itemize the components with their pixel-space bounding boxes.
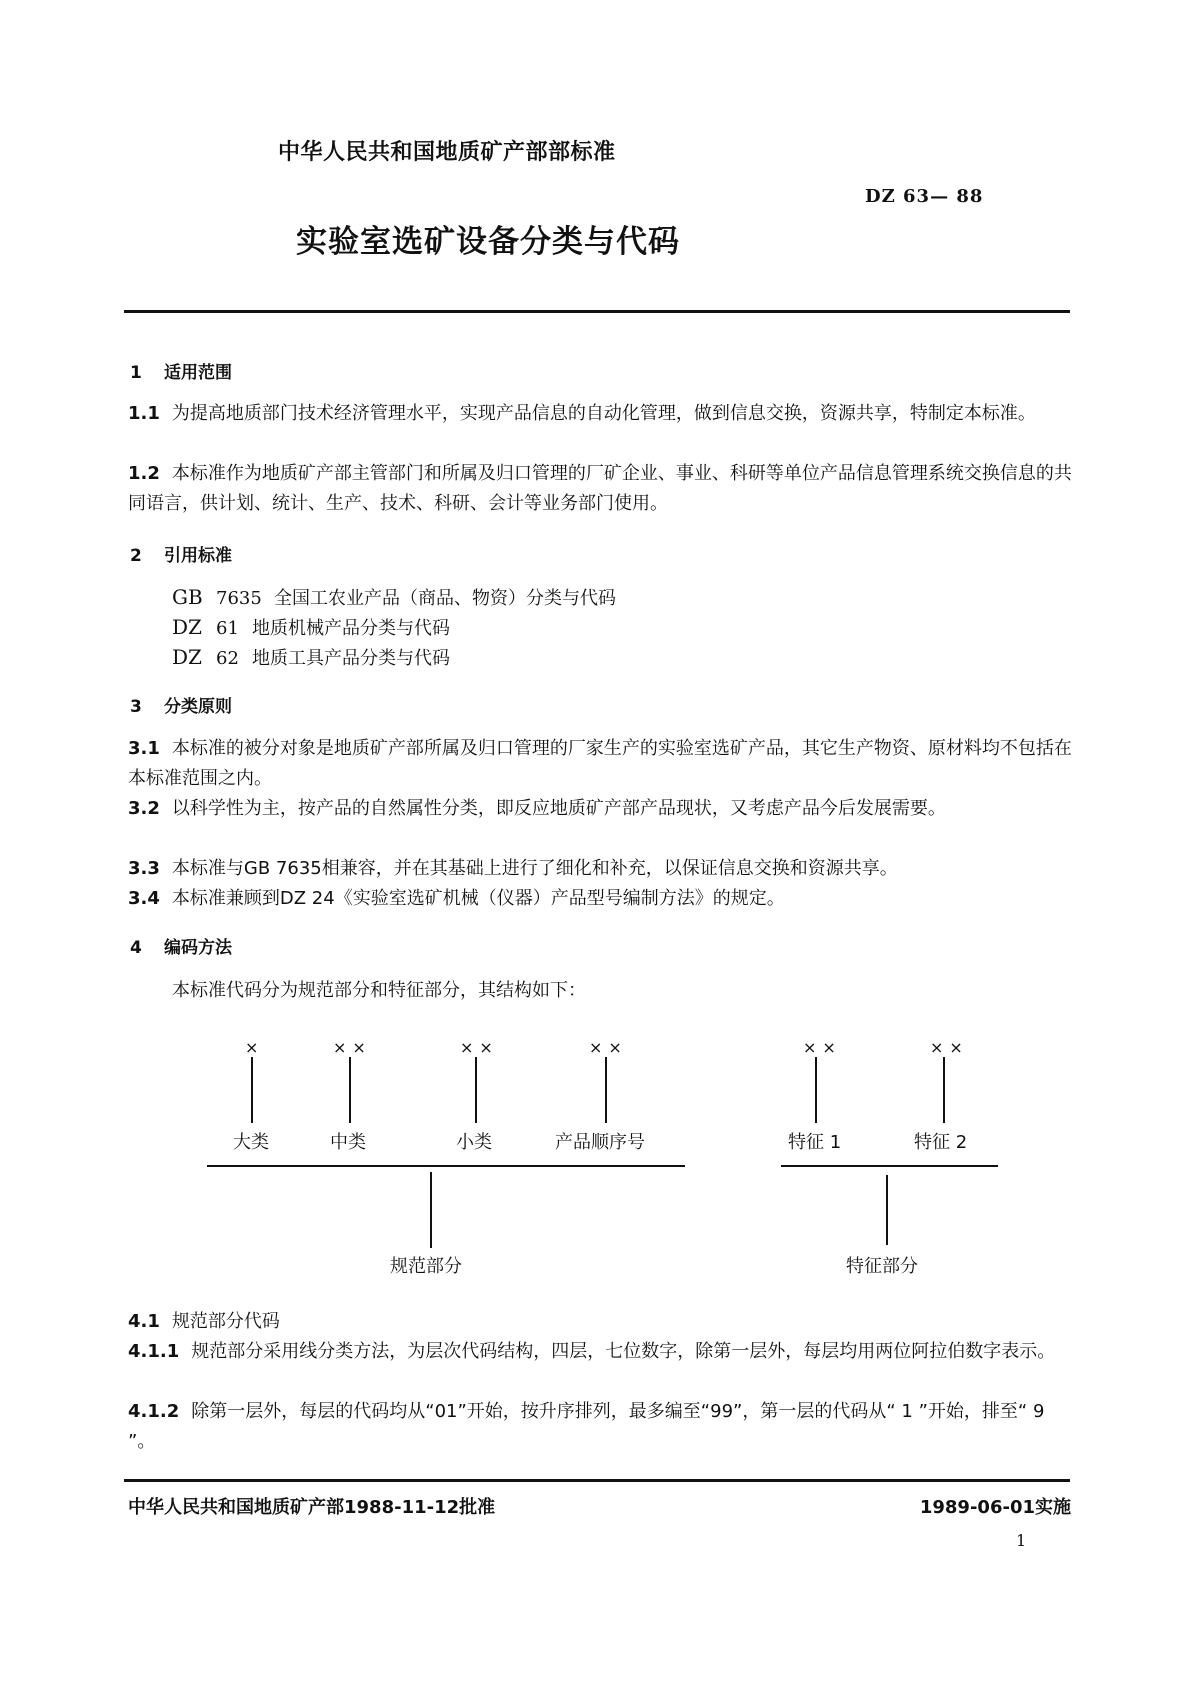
footer-rule — [124, 1479, 1070, 1482]
clause-number: 1.2 — [128, 463, 160, 484]
field-label: 特征 1 — [788, 1132, 842, 1153]
ref-code: DZ — [172, 615, 202, 639]
header-rule — [124, 310, 1070, 313]
field-marks: × — [245, 1038, 265, 1057]
clause-text: 为提高地质部门技术经济管理水平，实现产品信息的自动化管理，做到信息交换，资源共享，特制定本标准。 — [171, 403, 1036, 424]
clause-text: 本标准兼顾到DZ 24《实验室选矿机械（仪器）产品型号编制方法》的规定。 — [171, 888, 785, 909]
clause-text: 本标准的被分对象是地质矿产部所属及归口管理的厂家生产的实验室选矿产品，其它生产物资、原材料均不包括在本标准范围之内。 — [128, 738, 1072, 789]
section-3-heading — [130, 692, 232, 717]
normative-group-label: 规范部分 — [390, 1256, 462, 1277]
clause-3-2 — [128, 794, 1073, 824]
normative-bracket-line — [207, 1165, 685, 1167]
section-1-heading — [130, 358, 232, 383]
ref-title: 全国工农业产品（商品、物资）分类与代码 — [274, 588, 616, 609]
feature-group-label: 特征部分 — [846, 1256, 918, 1277]
field-label: 中类 — [330, 1132, 366, 1153]
field-label: 大类 — [233, 1132, 269, 1153]
section-title: 适用范围 — [164, 363, 232, 383]
clause-text: 除第一层外，每层的代码均从“01”开始，按升序排列，最多编至“99”，第一层的代码从“ 1 ”开始，排至“ 9 ”。 — [128, 1401, 1045, 1452]
clause-text: 本标准与GB 7635相兼容，并在其基础上进行了细化和补充，以保证信息交换和资源共享。 — [171, 858, 898, 879]
field-marks: ×× — [333, 1038, 372, 1057]
section-4-heading — [130, 933, 232, 958]
subsection-4-1-heading — [128, 1307, 280, 1337]
field-connector — [943, 1057, 945, 1123]
effective-date: 1989-06-01实施 — [919, 1497, 1071, 1518]
issuing-agency: 中华人民共和国地质矿产部部标准 — [278, 140, 616, 165]
feature-group-connector — [886, 1175, 888, 1245]
field-label: 小类 — [456, 1132, 492, 1153]
clause-number: 3.3 — [128, 858, 160, 879]
ref-title: 地质机械产品分类与代码 — [252, 618, 450, 639]
field-marks: ×× — [803, 1038, 842, 1057]
clause-3-4 — [128, 884, 1073, 914]
field-connector — [251, 1057, 253, 1123]
clause-number: 4.1.1 — [128, 1341, 180, 1362]
clause-text: 以科学性为主，按产品的自然属性分类，即反应地质矿产部产品现状，又考虑产品今后发展需要。 — [171, 798, 946, 819]
section-number: 1 — [130, 363, 142, 383]
field-connector — [349, 1057, 351, 1123]
field-label: 特征 2 — [914, 1132, 968, 1153]
clause-number: 3.1 — [128, 738, 160, 759]
subsection-number: 4.1 — [128, 1311, 160, 1332]
document-title: 实验室选矿设备分类与代码 — [296, 224, 680, 260]
clause-text: 规范部分采用线分类方法，为层次代码结构，四层，七位数字，除第一层外，每层均用两位阿拉伯数字表示。 — [191, 1341, 1056, 1362]
section-number: 4 — [130, 938, 142, 958]
section-number: 2 — [130, 546, 142, 566]
clause-number: 3.4 — [128, 888, 160, 909]
page-number: 1 — [1016, 1531, 1027, 1550]
reference-gb-7635 — [172, 584, 616, 610]
section-4-intro: 本标准代码分为规范部分和特征部分，其结构如下： — [172, 980, 586, 1001]
clause-1-1 — [128, 399, 1073, 429]
field-marks: ×× — [460, 1038, 499, 1057]
clause-3-3 — [128, 854, 1073, 884]
reference-dz-61 — [172, 614, 450, 640]
clause-text: 本标准作为地质矿产部主管部门和所属及归口管理的厂矿企业、事业、科研等单位产品信息管理系统交换信息的共同语言，供计划、统计、生产、技术、科研、会计等业务部门使用。 — [128, 463, 1072, 514]
section-title: 编码方法 — [164, 938, 232, 958]
ref-number: 61 — [216, 618, 239, 639]
ref-code: DZ — [172, 645, 202, 669]
ref-number: 7635 — [216, 588, 262, 609]
clause-number: 3.2 — [128, 798, 160, 819]
section-2-heading — [130, 541, 232, 566]
clause-number: 1.1 — [128, 403, 160, 424]
clause-4-1-1 — [128, 1337, 1073, 1367]
clause-1-2 — [128, 459, 1073, 519]
clause-4-1-2 — [128, 1397, 1073, 1457]
field-connector — [815, 1057, 817, 1123]
field-connector — [605, 1057, 607, 1123]
normative-group-connector — [430, 1172, 432, 1248]
reference-dz-62 — [172, 644, 450, 670]
field-marks: ×× — [930, 1038, 969, 1057]
ref-title: 地质工具产品分类与代码 — [252, 648, 450, 669]
section-title: 引用标准 — [164, 546, 232, 566]
ref-code: GB — [172, 585, 203, 609]
clause-3-1 — [128, 734, 1073, 794]
field-marks: ×× — [589, 1038, 628, 1057]
field-label: 产品顺序号 — [555, 1132, 645, 1153]
subsection-title: 规范部分代码 — [171, 1311, 280, 1332]
section-title: 分类原则 — [164, 697, 232, 717]
feature-bracket-line — [781, 1165, 998, 1167]
clause-number: 4.1.2 — [128, 1401, 180, 1422]
field-connector — [475, 1057, 477, 1123]
ref-number: 62 — [216, 648, 239, 669]
standard-number: DZ 63— 88 — [865, 186, 984, 207]
approval-date: 中华人民共和国地质矿产部1988-11-12批准 — [128, 1497, 496, 1518]
section-number: 3 — [130, 697, 142, 717]
